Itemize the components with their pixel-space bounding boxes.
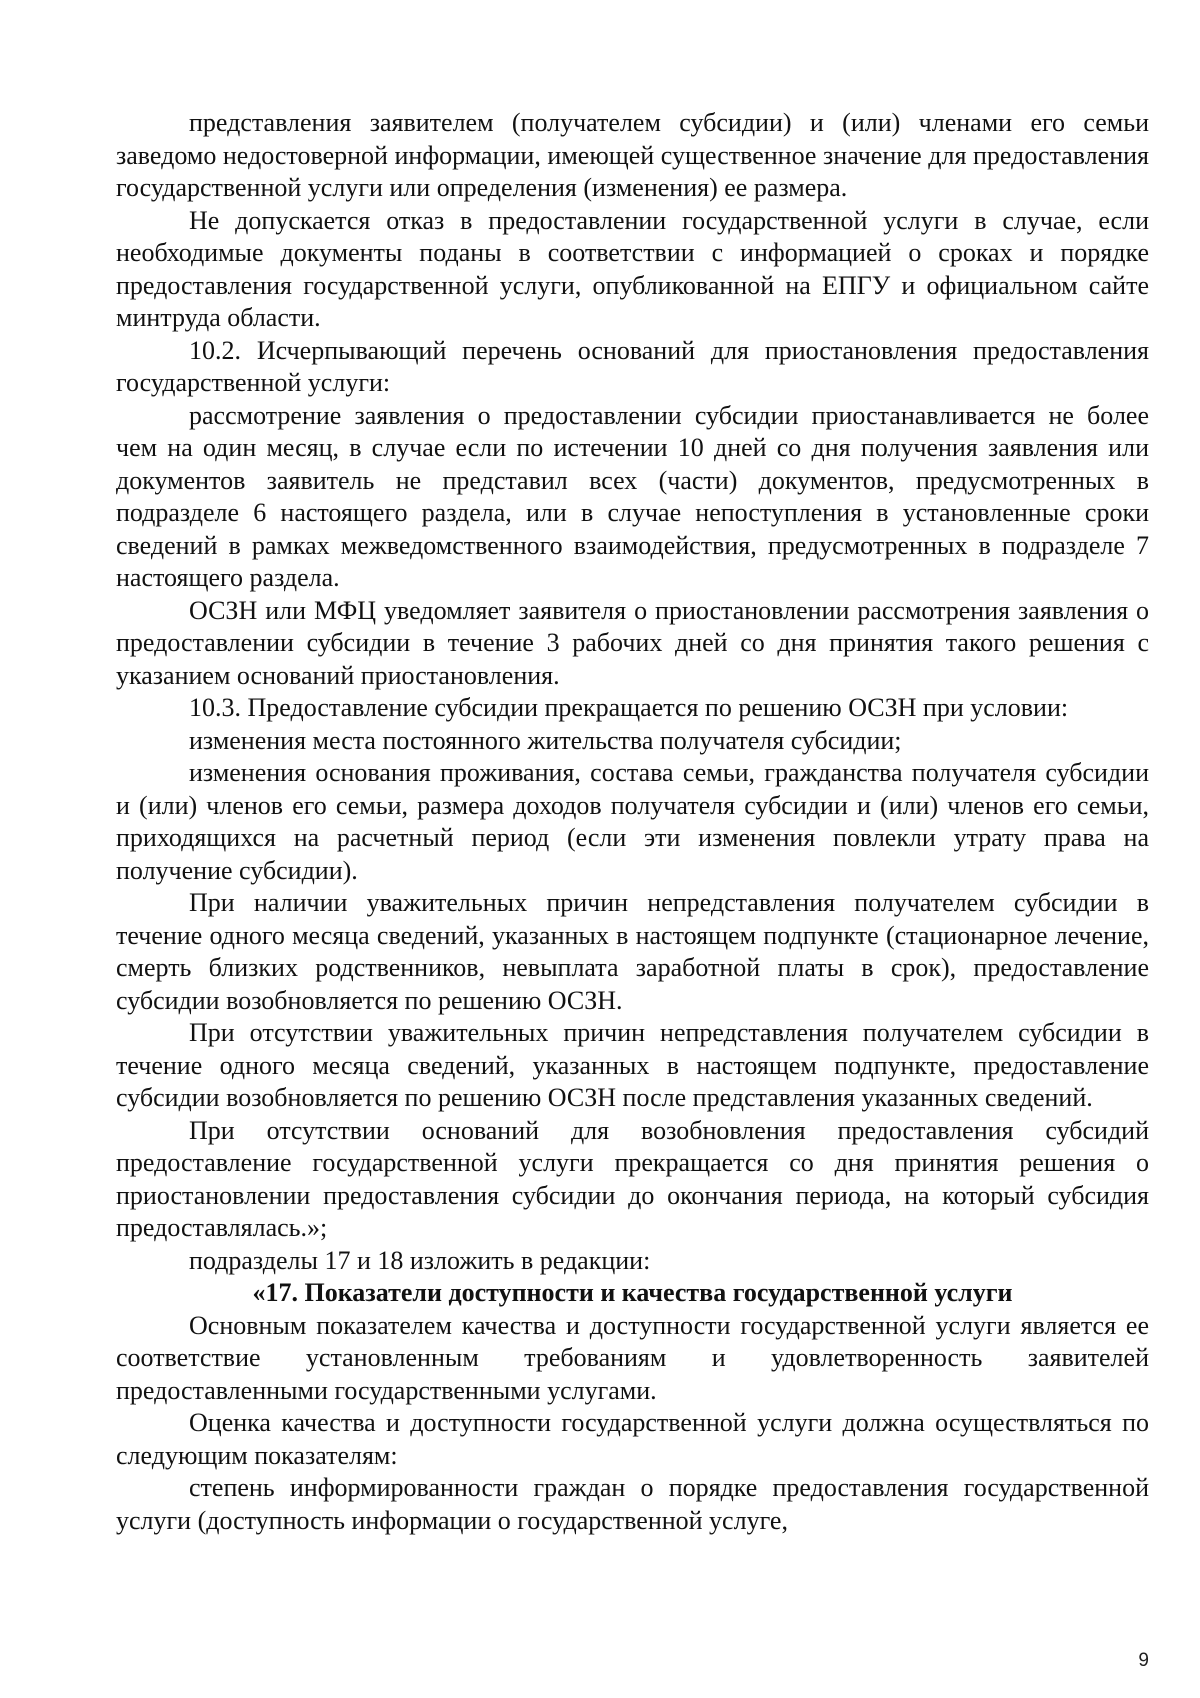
paragraph: подразделы 17 и 18 изложить в редакции: <box>189 1245 651 1275</box>
document-body <box>116 107 1149 1537</box>
paragraph: Не допускается отказ в предоставлении государственной услуги в случае, если необходимые документы поданы в соответствии с информацией о сроках и порядке предоставления государственной услуги, опубликованной на ЕПГУ и официальном сайте минтруда области. <box>116 205 1149 332</box>
paragraph: При наличии уважительных причин непредставления получателем субсидии в течение одного месяца сведений, указанных в настоящем подпункте (стационарное лечение, смерть близких родственников, невыплата заработной платы в срок), предоставление субсидии возобновляется по решению ОСЗН. <box>116 888 1149 1015</box>
paragraph: При отсутствии оснований для возобновления предоставления субсидий предоставление государственной услуги прекращается со дня принятия решения о приостановлении предоставления субсидии до окончания периода, на который субсидия предоставлялась.»; <box>116 1115 1149 1242</box>
page-number: 9 <box>1138 1650 1149 1671</box>
paragraph: 10.2. Исчерпывающий перечень оснований для приостановления предоставления государственной услуги: <box>116 335 1149 397</box>
paragraph: Оценка качества и доступности государственной услуги должна осуществляться по следующим показателям: <box>116 1408 1149 1470</box>
paragraph: ОСЗН или МФЦ уведомляет заявителя о приостановлении рассмотрения заявления о предоставлении субсидии в течение 3 рабочих дней со дня принятия такого решения с указанием оснований приостановления. <box>116 595 1149 690</box>
paragraph: представления заявителем (получателем субсидии) и (или) членами его семьи заведомо недостоверной информации, имеющей существенное значение для предоставления государственной услуги или определения (изменения) ее размера. <box>116 108 1149 202</box>
paragraph: Основным показателем качества и доступности государственной услуги является ее соответствие установленным требованиям и удовлетворенность заявителей предоставленными государственными услугами. <box>116 1310 1149 1405</box>
paragraph: степень информированности граждан о порядке предоставления государственной услуги (доступность информации о государственной услуге, <box>116 1473 1149 1535</box>
paragraph: рассмотрение заявления о предоставлении субсидии приостанавливается не более чем на один месяц, в случае если по истечении 10 дней со дня получения заявления или документов заявитель не представил всех (части) документов, предусмотренных в подразделе 6 настоящего раздела, или в случае непоступления в установленные сроки сведений в рамках межведомственного взаимодействия, предусмотренных в подразделе 7 настоящего раздела. <box>116 400 1149 592</box>
paragraph: изменения места постоянного жительства получателя субсидии; <box>189 725 902 755</box>
paragraph: 10.3. Предоставление субсидии прекращается по решению ОСЗН при условии: <box>189 693 1069 722</box>
paragraph: изменения основания проживания, состава семьи, гражданства получателя субсидии и (или) членов его семьи, размера доходов получателя субсидии и (или) членов его семьи, приходящихся на расчетный период (если эти изменения повлекли утрату права на получение субсидии). <box>116 758 1149 885</box>
section-heading: «17. Показатели доступности и качества государственной услуги <box>252 1278 1013 1307</box>
paragraph: При отсутствии уважительных причин непредставления получателем субсидии в течение одного месяца сведений, указанных в настоящем подпункте, предоставление субсидии возобновляется по решению ОСЗН после представления указанных сведений. <box>116 1018 1149 1112</box>
